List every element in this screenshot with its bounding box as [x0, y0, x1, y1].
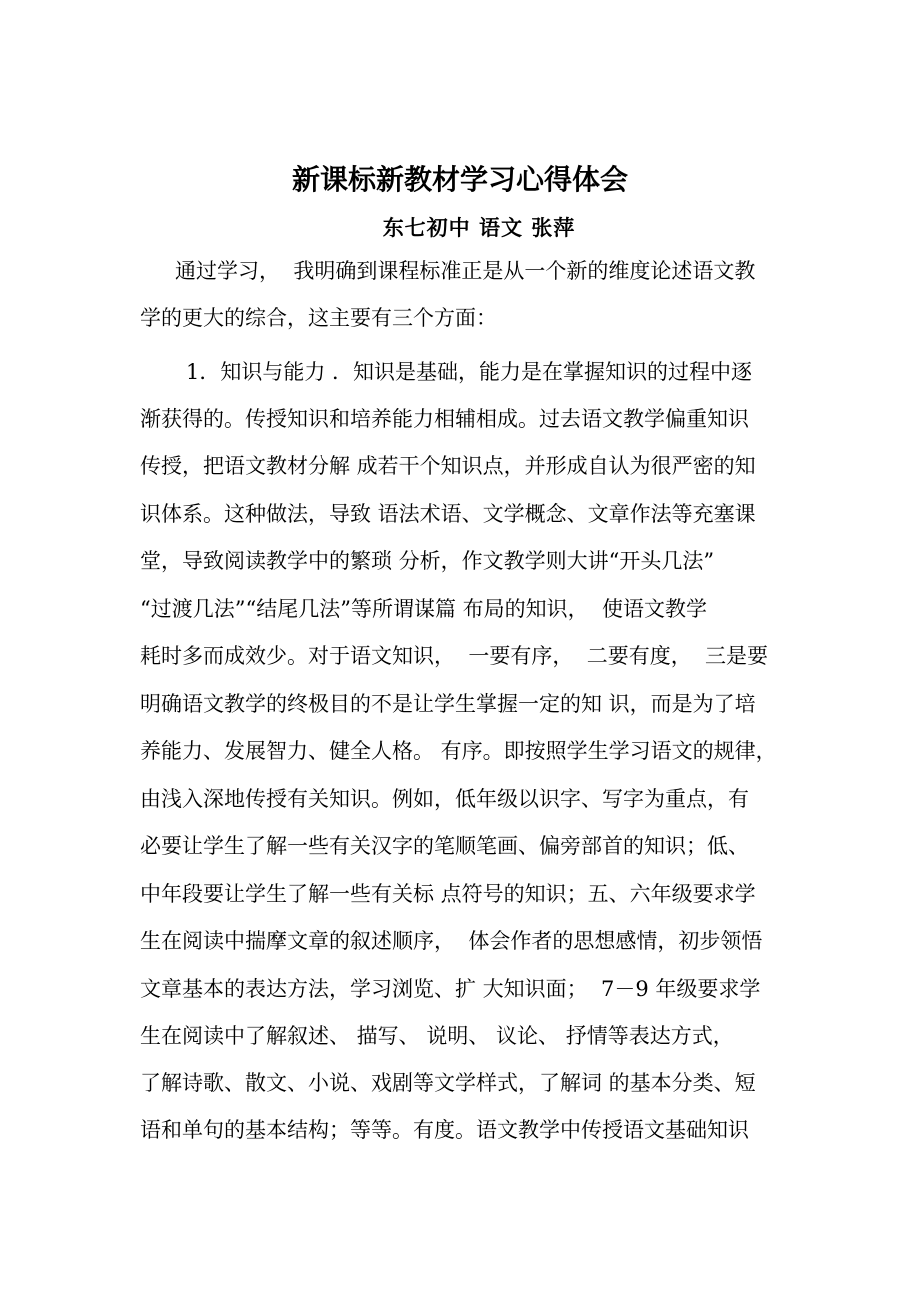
body-line: 1．知识与能力 ．知识是基础，能力是在掌握知识的过程中逐 — [186, 360, 753, 384]
body-line: 渐获得的。传授知识和培养能力相辅相成。过去语文教学偏重知识 — [140, 407, 749, 431]
body-line: “过渡几法”“结尾几法”等所谓谋篇 布局的知识， 使语文教学 — [140, 597, 707, 621]
body-line: 识体系。这种做法，导致 语法术语、文学概念、文章作法等充塞课 — [140, 502, 756, 526]
body-line: 通过学习， 我明确到课程标准正是从一个新的维度论述语文教 — [175, 259, 756, 283]
body-line: 必要让学生了解一些有关汉字的笔顺笔画、偏旁部首的知识；低、 — [140, 834, 749, 858]
body-line: 生在阅读中揣摩文章的叙述顺序， 体会作者的思想感情，初步领悟 — [140, 929, 763, 953]
body-line: 堂，导致阅读教学中的繁琐 分析，作文教学则大讲“开头几法” — [140, 549, 715, 573]
body-line: 养能力、发展智力、健全人格。 有序。即按照学生学习语文的规律， — [140, 739, 777, 763]
body-line: 耗时多而成效少。对于语文知识， 一要有序， 二要有度， 三是要 — [140, 644, 769, 668]
body-line: 传授，把语文教材分解 成若干个知识点，并形成自认为很严密的知 — [140, 454, 756, 478]
body-line: 语和单句的基本结构；等等。有度。语文教学中传授语文基础知识 — [140, 1118, 749, 1142]
document-title: 新课标新教材学习心得体会 — [291, 163, 628, 196]
body-line: 了解诗歌、散文、小说、戏剧等文学样式，了解词 的基本分类、短 — [140, 1071, 756, 1095]
author-line: 东七初中 语文 张萍 — [382, 215, 576, 240]
body-line: 由浅入深地传授有关知识。例如，低年级以识字、写字为重点，有 — [140, 787, 749, 811]
body-line: 学的更大的综合，这主要有三个方面： — [140, 306, 497, 330]
body-line: 明确语文教学的终极目的不是让学生掌握一定的知 识，而是为了培 — [140, 692, 756, 716]
body-line: 文章基本的表达方法，学习浏览、扩 大知识面； 7－9 年级要求学 — [140, 977, 761, 1001]
body-line: 中年段要让学生了解一些有关标 点符号的知识；五、六年级要求学 — [140, 882, 756, 906]
body-line: 生在阅读中了解叙述、 描写、 说明、 议论、 抒情等表达方式， — [140, 1024, 734, 1048]
